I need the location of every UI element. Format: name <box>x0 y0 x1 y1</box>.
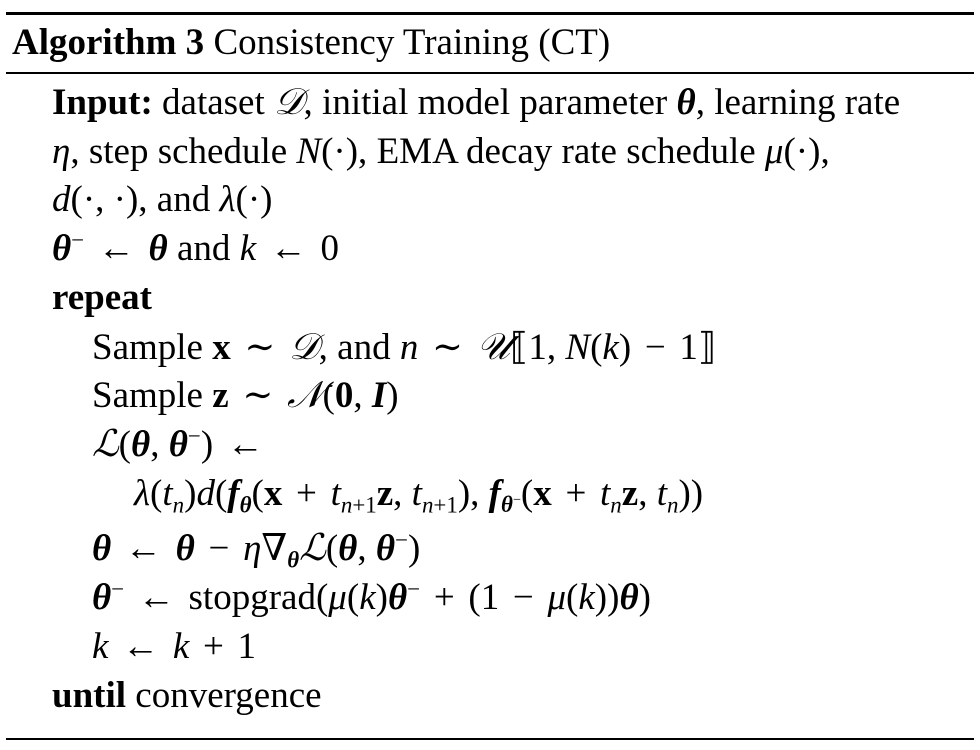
top-rule <box>6 12 974 15</box>
sample-text: Sample <box>92 375 203 416</box>
loss-line-1: ℒ(θ, θ−) ← <box>92 422 264 465</box>
loss-line-2: $\lambda(t_n)d(f_\theta(x + t_{n+1}z$, $t_{n+1}$), $f_{\theta^-}(x + t_nz$, $t_n$)) <box>134 473 704 518</box>
bottom-rule <box>6 738 974 740</box>
repeat-text: repeat <box>52 277 152 318</box>
caption-rule <box>6 72 974 74</box>
input-lr-label: learning rate <box>714 82 901 123</box>
gradient-update-line: θ ← $\theta - \eta\nabla_\theta ℒ(\theta$, θ−) <box>92 526 421 573</box>
convergence-text: convergence <box>135 675 322 716</box>
input-line-1: Input: dataset 𝒟, initial model parameter θ, learning rate <box>52 80 901 123</box>
input-keyword: Input: <box>52 82 153 123</box>
input-dataset-label: dataset <box>162 82 265 123</box>
algorithm-number: Algorithm 3 <box>12 22 205 63</box>
and-text: and <box>177 228 231 269</box>
input-param-label: initial model parameter <box>322 82 668 123</box>
input-line-3: d(·, ·), and λ(·) <box>52 179 273 220</box>
stopgrad-text: stopgrad <box>188 577 316 618</box>
repeat-keyword <box>52 275 152 321</box>
counter-increment-line: k ← k + 1 <box>92 626 256 667</box>
sample-x-line: Sample x ∼ 𝒟, and n ∼ 𝒰⟦1, N(k) − 1⟧ <box>92 325 717 368</box>
input-step-label: step schedule <box>88 131 288 172</box>
input-ema-label: EMA decay rate schedule <box>376 131 756 172</box>
and-text: and <box>337 327 391 368</box>
and-text: and <box>156 179 211 220</box>
until-text: until <box>52 675 127 716</box>
sample-text: Sample <box>92 327 203 368</box>
sample-z-line: Sample z ∼ 𝒩(0, I) <box>92 373 399 416</box>
ema-update-line: θ− ← stopgrad(μ(k)θ− + (1 − μ(k))θ) <box>92 576 651 618</box>
input-line-2: η, step schedule N(·), EMA decay rate schedule μ(·), <box>52 131 830 172</box>
algorithm-name: Consistency Training (CT) <box>213 22 611 63</box>
init-line: θ− ← θ and k ← 0 <box>52 227 339 269</box>
until-line <box>52 673 322 719</box>
algorithm-caption <box>12 19 610 67</box>
